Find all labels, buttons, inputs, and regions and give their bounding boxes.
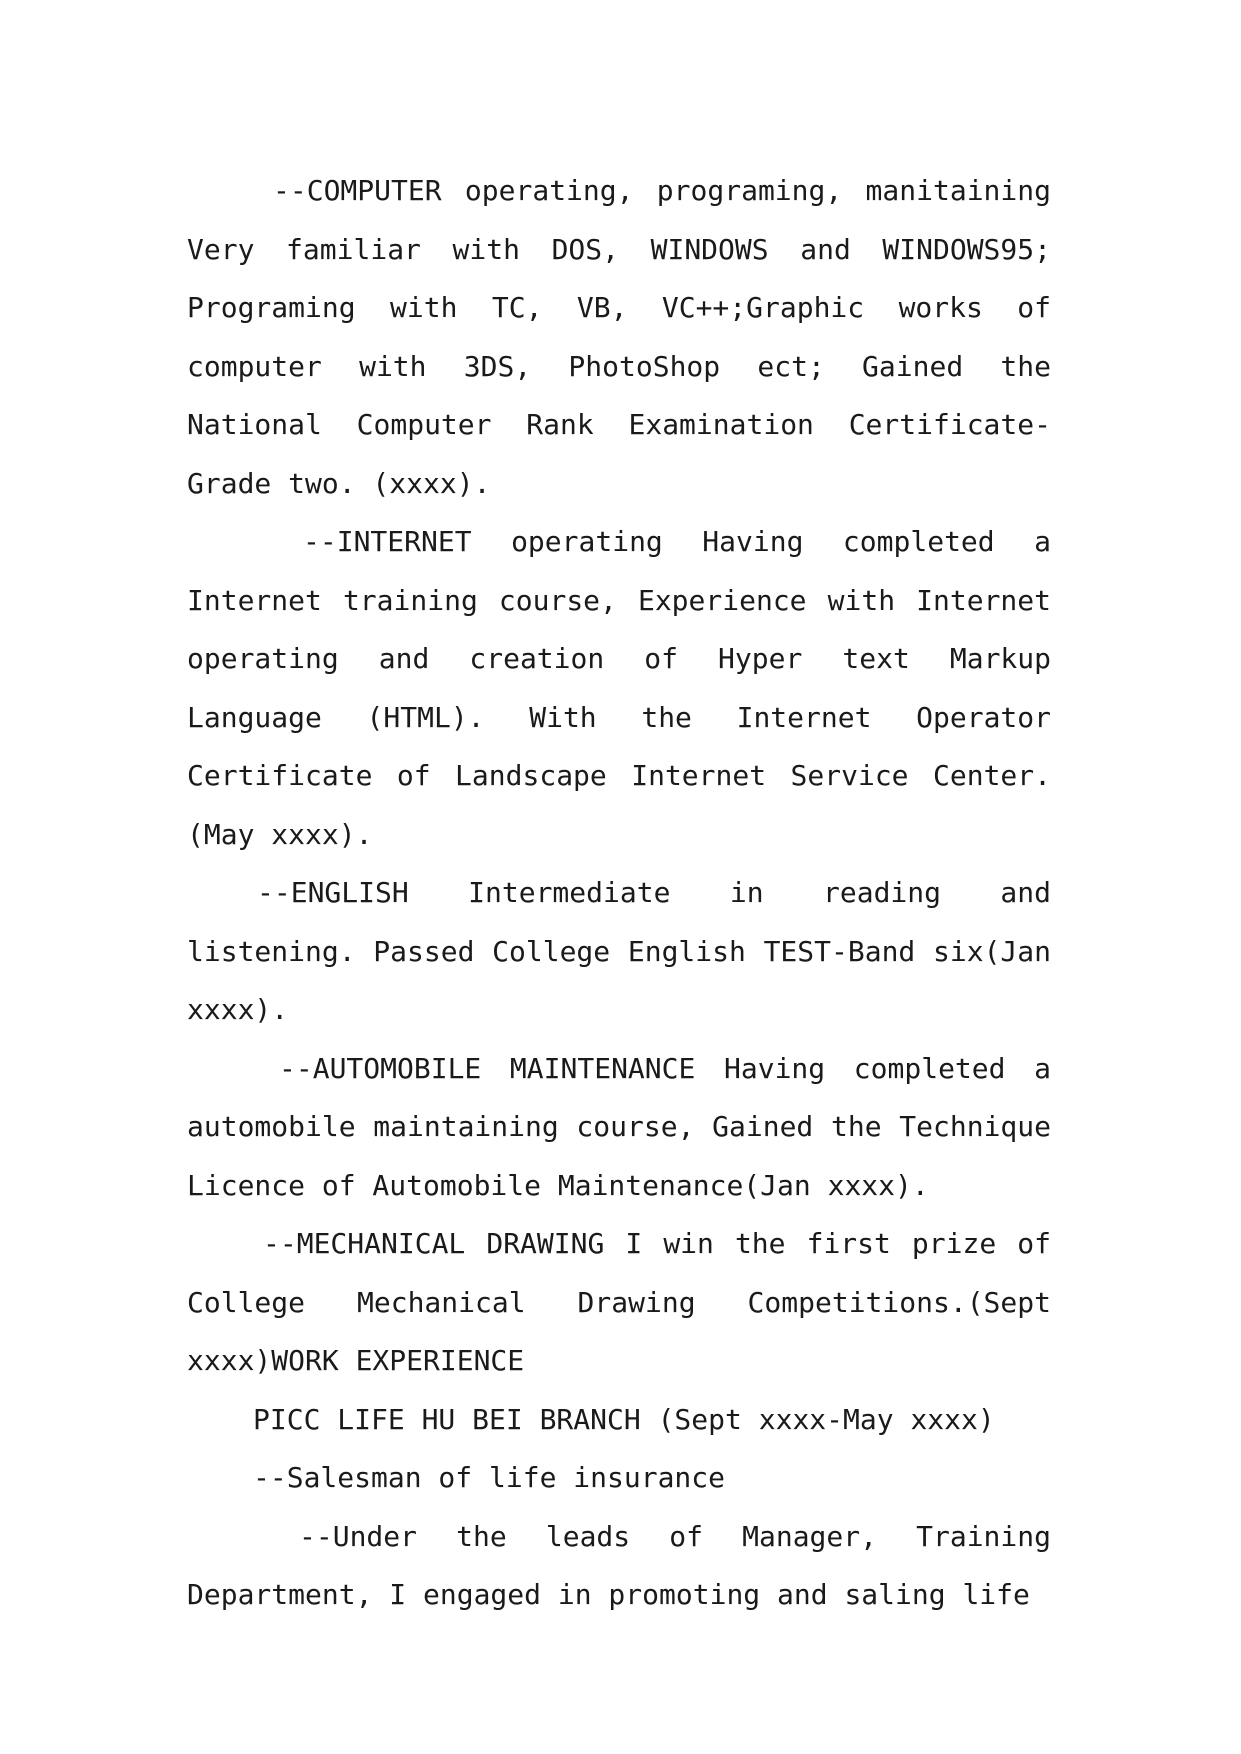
paragraph-mechanical-drawing: --MECHANICAL DRAWING I win the first prize of College Mechanical Drawing Competitions.(Sept xxxx)WORK EXPERIENCE [187,1227,1051,1377]
paragraph-employer: PICC LIFE HU BEI BRANCH (Sept xxxx-May xxxx) [253,1402,995,1436]
paragraph-computer-skills: --COMPUTER operating, programing, manitaining Very familiar with DOS, WINDOWS and WINDOWS95; Programing with TC, VB, VC++;Graphic works of computer with 3DS, PhotoShop ect; Gained the National Computer Rank Examination Certificate-Grade two. (xxxx). [187,174,1051,500]
paragraph-automobile-maintenance: --AUTOMOBILE MAINTENANCE Having completed a automobile maintaining course, Gained the Technique Licence of Automobile Maintenance(Jan xxxx). [187,1051,1051,1202]
paragraph-job-description: --Under the leads of Manager, Training Department, I engaged in promoting and saling life [187,1519,1051,1611]
paragraph-job-title: --Salesman of life insurance [253,1461,726,1494]
document-body [187,162,1051,1625]
paragraph-internet-skills: --INTERNET operating Having completed a Internet training course, Experience with Internet operating and creation of Hyper text Markup Language (HTML). With the Internet Operator Certificate of Landscape Internet Service Center. (May xxxx). [187,525,1051,851]
paragraph-english-skills: --ENGLISH Intermediate in reading and listening. Passed College English TEST-Band six(Jan xxxx). [187,876,1051,1026]
